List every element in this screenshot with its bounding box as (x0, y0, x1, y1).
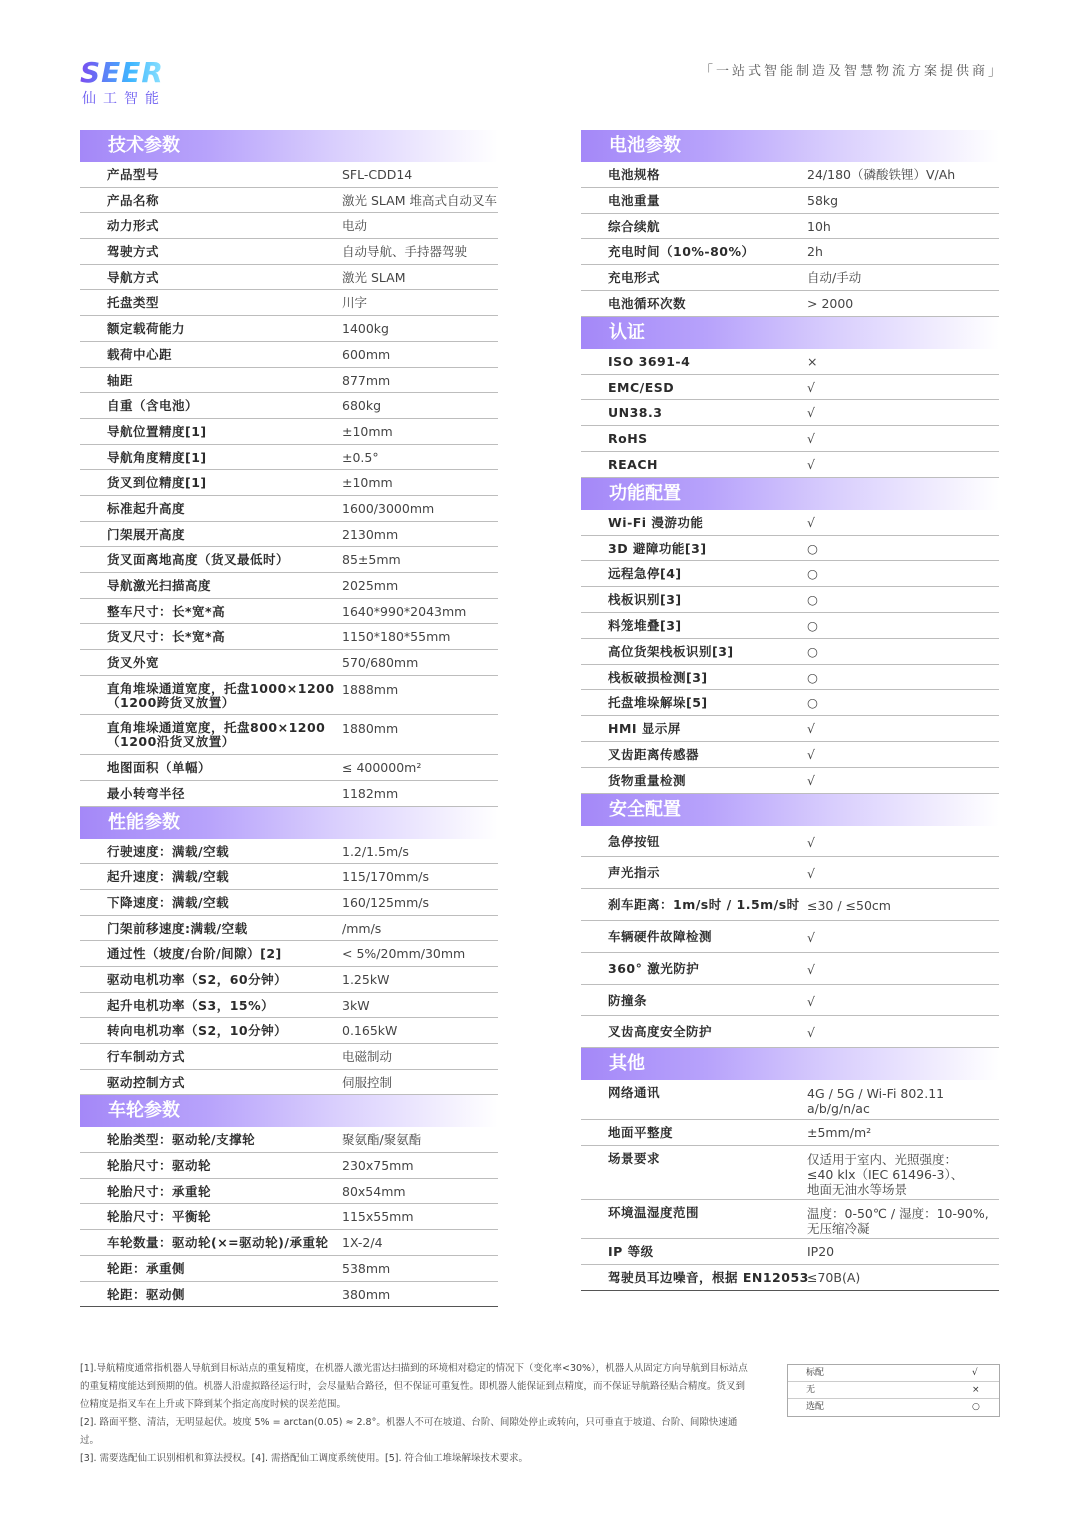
spec-value: × (807, 353, 818, 369)
spec-label: 导航方式 (107, 269, 160, 285)
spec-value: √ (807, 866, 815, 882)
spec-value: √ (807, 993, 815, 1009)
spec-label: 场景要求 (608, 1150, 661, 1166)
spec-label: 充电时间（10%-80%） (608, 244, 755, 260)
spec-label: 地面平整度 (608, 1124, 674, 1140)
spec-row (581, 889, 999, 921)
spec-value: √ (807, 514, 815, 530)
spec-label: 驾驶方式 (107, 244, 160, 260)
spec-label: 刹车距离：1m/s时 / 1.5m/s时 (608, 897, 800, 913)
section-title: 车轮参数 (80, 1095, 498, 1127)
spec-row (581, 561, 999, 587)
spec-label: 网络通讯 (608, 1085, 661, 1101)
spec-label: 下降速度：满载/空载 (107, 894, 230, 910)
spec-row (80, 839, 498, 865)
spec-row (80, 162, 498, 188)
spec-label: 轮胎尺寸：承重轮 (107, 1183, 212, 1199)
spec-label: 最小转弯半径 (107, 785, 186, 801)
spec-label: Wi-Fi 漫游功能 (608, 514, 704, 530)
spec-label: 防撞条 (608, 992, 648, 1008)
spec-label: 驱动电机功率（S2，60分钟） (107, 971, 288, 987)
spec-row (80, 547, 498, 573)
spec-value: ≤30 / ≤50cm (807, 898, 891, 914)
spec-value: 激光 SLAM (342, 269, 406, 285)
spec-row (581, 452, 999, 478)
spec-row (581, 1200, 999, 1240)
spec-row (80, 290, 498, 316)
spec-value: 877mm (342, 372, 391, 388)
footnotes (80, 1360, 750, 1468)
spec-label: ISO 3691-4 (608, 353, 691, 369)
spec-row (80, 1256, 498, 1282)
spec-row (80, 1044, 498, 1070)
spec-row (80, 1230, 498, 1256)
spec-label: 门架前移速度:满载/空载 (107, 920, 248, 936)
spec-label: 驾驶员耳边噪音，根据 EN12053 (608, 1270, 809, 1286)
spec-value: IP20 (807, 1244, 835, 1260)
spec-value: 2130mm (342, 526, 399, 542)
spec-value: 600mm (342, 346, 391, 362)
legend-table (787, 1364, 1000, 1417)
spec-label: 货叉到位精度[1] (107, 475, 207, 491)
spec-row (80, 265, 498, 291)
spec-row (581, 400, 999, 426)
spec-value: √ (807, 456, 815, 472)
section-title: 其他 (581, 1048, 999, 1080)
spec-row (581, 1016, 999, 1048)
spec-label: 直角堆垛通道宽度，托盘800×1200 （1200沿货叉放置） (107, 720, 326, 750)
spec-row (80, 1204, 498, 1230)
spec-label: 电池循环次数 (608, 295, 687, 311)
spec-row (581, 1146, 999, 1200)
spec-value: ○ (807, 566, 818, 582)
spec-row (581, 716, 999, 742)
spec-value: 自动/手动 (807, 270, 862, 286)
spec-value: √ (807, 746, 815, 762)
footnote-2: [2]. 路面平整、清洁，无明显起伏。坡度 5% = arctan(0.05) ≈ 2.8°。机器人不可在坡道、台阶、间隙处停止或转向，只可垂直于坡道、台阶、间隙快速通过。 (80, 1417, 738, 1446)
spec-row (581, 826, 999, 858)
spec-label: 综合续航 (608, 218, 661, 234)
spec-row (581, 985, 999, 1017)
spec-row (80, 1127, 498, 1153)
section-title: 安全配置 (581, 794, 999, 826)
spec-label: 叉齿距离传感器 (608, 746, 700, 762)
spec-value: ○ (807, 540, 818, 556)
spec-row (80, 781, 498, 807)
spec-label: IP 等级 (608, 1244, 654, 1260)
spec-label: REACH (608, 456, 658, 472)
spec-row (80, 1153, 498, 1179)
spec-row (581, 188, 999, 214)
spec-value: 温度：0-50℃ / 湿度：10-90%, 无压缩冷凝 (807, 1205, 989, 1236)
spec-value: ○ (807, 669, 818, 685)
spec-row (581, 587, 999, 613)
spec-value: 1150*180*55mm (342, 629, 451, 645)
spec-label: 托盘堆垛解垛[5] (608, 695, 708, 711)
legend-label: 选配 (806, 1402, 825, 1412)
slogan: 「一站式智能制造及智慧物流方案提供商」 (699, 64, 1004, 79)
spec-row (581, 349, 999, 375)
spec-label: 远程急停[4] (608, 566, 682, 582)
spec-value: > 2000 (807, 295, 854, 311)
spec-row (581, 162, 999, 188)
spec-value: 85±5mm (342, 552, 401, 568)
spec-value: √ (807, 929, 815, 945)
spec-row (80, 755, 498, 781)
spec-label: 直角堆垛通道宽度，托盘1000×1200 （1200跨货叉放置） (107, 680, 335, 710)
spec-value: 1640*990*2043mm (342, 603, 467, 619)
spec-row (80, 393, 498, 419)
spec-label: 载荷中心距 (107, 346, 173, 362)
spec-value: √ (807, 405, 815, 421)
spec-label: 3D 避障功能[3] (608, 540, 707, 556)
spec-row (80, 522, 498, 548)
right-spec-column (581, 130, 999, 1291)
spec-value: SFL-CDD14 (342, 167, 413, 182)
spec-value: ±0.5° (342, 449, 379, 465)
spec-row (80, 650, 498, 676)
spec-label: 轮距：承重侧 (107, 1260, 186, 1276)
spec-row (80, 967, 498, 993)
spec-label: 电池重量 (608, 192, 661, 208)
spec-value: ±10mm (342, 423, 393, 439)
spec-row (80, 676, 498, 716)
spec-label: 轮距：驱动侧 (107, 1286, 186, 1302)
spec-label: 产品名称 (107, 192, 160, 208)
spec-value: √ (807, 379, 815, 395)
legend-label: 无 (806, 1385, 816, 1395)
spec-label: 标准起升高度 (107, 500, 186, 516)
legend-row (788, 1399, 999, 1416)
section-title: 认证 (581, 317, 999, 349)
spec-value: 1400kg (342, 321, 389, 337)
spec-label: 起升电机功率（S3，15%） (107, 997, 275, 1013)
spec-label: 环境温湿度范围 (608, 1204, 700, 1220)
spec-value: 自动导航、手持器驾驶 (342, 244, 468, 260)
spec-row (80, 890, 498, 916)
spec-row (80, 239, 498, 265)
spec-label: 声光指示 (608, 865, 661, 881)
spec-label: 轮胎尺寸：平衡轮 (107, 1209, 212, 1225)
spec-value: 激光 SLAM 堆高式自动叉车 (342, 192, 497, 208)
footnote-3: [3]. 需要选配仙工识别相机和算法授权。[4]. 需搭配仙工调度系统使用。[5]. 符合仙工堆垛解垛技术要求。 (80, 1453, 528, 1464)
spec-label: 起升速度：满载/空载 (107, 869, 230, 885)
spec-row (80, 1179, 498, 1205)
spec-value: 80x54mm (342, 1183, 406, 1199)
spec-value: 115x55mm (342, 1209, 414, 1225)
spec-row (80, 316, 498, 342)
spec-row (581, 953, 999, 985)
spec-label: 门架展开高度 (107, 526, 186, 542)
spec-label: 驱动控制方式 (107, 1074, 186, 1090)
spec-label: 栈板识别[3] (608, 592, 682, 608)
spec-label: HMI 显示屏 (608, 721, 681, 737)
spec-value: √ (807, 961, 815, 977)
spec-value: √ (807, 1025, 815, 1041)
spec-value: ○ (807, 592, 818, 608)
spec-value: √ (807, 834, 815, 850)
spec-value: 570/680mm (342, 655, 419, 671)
spec-value: 1.2/1.5m/s (342, 843, 409, 859)
spec-value: 1182mm (342, 785, 399, 801)
spec-value: 3kW (342, 997, 370, 1013)
spec-label: 导航位置精度[1] (107, 423, 207, 439)
spec-row (581, 742, 999, 768)
spec-label: 360° 激光防护 (608, 960, 700, 976)
spec-value: 10h (807, 218, 831, 234)
spec-row (581, 613, 999, 639)
spec-row (581, 510, 999, 536)
spec-label: 栈板破损检测[3] (608, 669, 708, 685)
spec-row (581, 239, 999, 265)
spec-row (80, 419, 498, 445)
spec-row (80, 1070, 498, 1096)
spec-row (581, 375, 999, 401)
section-title: 功能配置 (581, 478, 999, 510)
spec-row (80, 496, 498, 522)
spec-label: 动力形式 (107, 218, 160, 234)
spec-value: ≤ 400000m² (342, 760, 422, 776)
spec-row (581, 639, 999, 665)
spec-label: 电池规格 (608, 167, 661, 182)
spec-row (80, 624, 498, 650)
spec-value: ±5mm/m² (807, 1124, 872, 1140)
spec-value: 1888mm (342, 681, 399, 697)
spec-value: ≤70B(A) (807, 1270, 861, 1286)
spec-value: √ (807, 431, 815, 447)
footnote-1: [1].导航精度通常指机器人导航到目标站点的重复精度，在机器人激光雷达扫描到的环境相对稳定的情况下（变化率<30%），机器人从固定方向导航到目标站点的重复精度能达到预期的值。机器人沿虚拟路径运行时，会尽量贴合路径，但不保证可重复性。即机器人能保证到点精度，而不保证导航路径贴合精度。货叉到位精度是指叉车在上升或下降到某个指定高度时候的误差范围。 (80, 1363, 748, 1410)
spec-label: 导航角度精度[1] (107, 449, 207, 465)
spec-value: 58kg (807, 192, 839, 208)
spec-row (581, 291, 999, 317)
legend-row (788, 1365, 999, 1382)
spec-value: 仅适用于室内、光照强度： ≤40 klx（IEC 61496-3）、 地面无油水等场景 (807, 1151, 964, 1197)
spec-value: 1880mm (342, 721, 399, 737)
spec-value: 1.25kW (342, 971, 390, 987)
spec-row (80, 368, 498, 394)
legend-label: 标配 (806, 1368, 825, 1378)
spec-row (581, 1239, 999, 1265)
spec-row (581, 265, 999, 291)
spec-label: UN38.3 (608, 405, 663, 421)
spec-value: ○ (807, 695, 818, 711)
spec-value: 4G / 5G / Wi-Fi 802.11 a/b/g/n/ac (807, 1086, 945, 1117)
spec-value: 伺服控制 (342, 1074, 393, 1090)
spec-label: 导航激光扫描高度 (107, 578, 212, 593)
spec-label: 轴距 (107, 372, 134, 388)
spec-label: 行驶速度：满载/空载 (107, 843, 230, 859)
spec-row (80, 470, 498, 496)
spec-label: 料笼堆叠[3] (608, 617, 682, 633)
section-title: 电池参数 (581, 130, 999, 162)
spec-value: 聚氨酯/聚氨酯 (342, 1132, 422, 1148)
spec-label: 轮胎类型：驱动轮/支撑轮 (107, 1132, 256, 1148)
spec-label: 货叉面离地高度（货叉最低时） (107, 552, 290, 568)
spec-label: 急停按钮 (608, 833, 661, 849)
spec-label: 额定载荷能力 (107, 321, 186, 337)
spec-label: EMC/ESD (608, 379, 675, 395)
spec-row (581, 1080, 999, 1120)
spec-value: 160/125mm/s (342, 894, 430, 910)
spec-row (80, 188, 498, 214)
spec-value: 1600/3000mm (342, 500, 435, 516)
spec-value: 1X-2/4 (342, 1235, 383, 1251)
legend-row (788, 1382, 999, 1399)
spec-label: 货物重量检测 (608, 772, 687, 788)
spec-row (80, 213, 498, 239)
logo-wordmark: SEER (80, 56, 164, 89)
spec-value: /mm/s (342, 920, 382, 936)
spec-row (80, 715, 498, 755)
spec-value: ±10mm (342, 475, 393, 491)
spec-row (80, 599, 498, 625)
spec-value: < 5%/20mm/30mm (342, 946, 466, 962)
spec-label: 车辆硬件故障检测 (608, 928, 713, 944)
spec-row (80, 916, 498, 942)
spec-value: 230x75mm (342, 1158, 414, 1174)
spec-row (581, 921, 999, 953)
spec-row (581, 536, 999, 562)
spec-value: 电动 (342, 218, 368, 234)
spec-row (581, 214, 999, 240)
section-title: 性能参数 (80, 807, 498, 839)
spec-value: 0.165kW (342, 1023, 398, 1039)
spec-label: 自重（含电池） (107, 398, 199, 414)
legend-symbol: × (972, 1385, 980, 1395)
spec-row (80, 342, 498, 368)
spec-value: 24/180（磷酸铁锂）V/Ah (807, 167, 956, 182)
spec-value: 538mm (342, 1260, 391, 1276)
spec-label: 行车制动方式 (107, 1049, 186, 1064)
spec-row (80, 1282, 498, 1308)
spec-label: 货叉外宽 (107, 655, 160, 671)
spec-row (80, 941, 498, 967)
spec-label: 通过性（坡度/台阶/间隙）[2] (107, 946, 282, 962)
spec-row (581, 1265, 999, 1291)
spec-row (581, 665, 999, 691)
spec-value: √ (807, 721, 815, 737)
spec-value: 2025mm (342, 578, 399, 593)
spec-row (80, 1018, 498, 1044)
spec-value: ○ (807, 643, 818, 659)
spec-value: 电磁制动 (342, 1049, 393, 1064)
spec-label: 充电形式 (608, 270, 661, 286)
spec-row (581, 1120, 999, 1146)
logo-chinese-name: 仙工智能 (82, 91, 166, 107)
spec-row (581, 857, 999, 889)
spec-label: 车轮数量：驱动轮(×=驱动轮)/承重轮 (107, 1235, 329, 1251)
spec-value: 115/170mm/s (342, 869, 430, 885)
spec-label: 轮胎尺寸：驱动轮 (107, 1158, 212, 1174)
spec-value: ○ (807, 617, 818, 633)
spec-row (581, 768, 999, 794)
spec-row (80, 864, 498, 890)
spec-row (80, 573, 498, 599)
spec-value: √ (807, 772, 815, 788)
spec-row (581, 690, 999, 716)
spec-value: 680kg (342, 398, 382, 414)
spec-label: 转向电机功率（S2，10分钟） (107, 1023, 288, 1039)
spec-label: 货叉尺寸：长*宽*高 (107, 629, 226, 645)
spec-label: 高位货架栈板识别[3] (608, 643, 734, 659)
spec-value: 380mm (342, 1286, 391, 1302)
spec-label: 整车尺寸：长*宽*高 (107, 603, 226, 619)
spec-label: RoHS (608, 431, 648, 447)
left-spec-column (80, 130, 498, 1307)
spec-label: 叉齿高度安全防护 (608, 1024, 713, 1040)
spec-row (581, 426, 999, 452)
spec-label: 托盘类型 (107, 295, 160, 311)
spec-label: 产品型号 (107, 167, 160, 182)
spec-row (80, 445, 498, 471)
spec-label: 地图面积（单幅） (107, 760, 212, 776)
seer-logo (80, 58, 190, 108)
legend-symbol: √ (972, 1368, 978, 1378)
spec-row (80, 993, 498, 1019)
legend-symbol: ○ (972, 1402, 980, 1412)
spec-value: 川字 (342, 295, 368, 311)
spec-value: 2h (807, 244, 823, 260)
section-title: 技术参数 (80, 130, 498, 162)
